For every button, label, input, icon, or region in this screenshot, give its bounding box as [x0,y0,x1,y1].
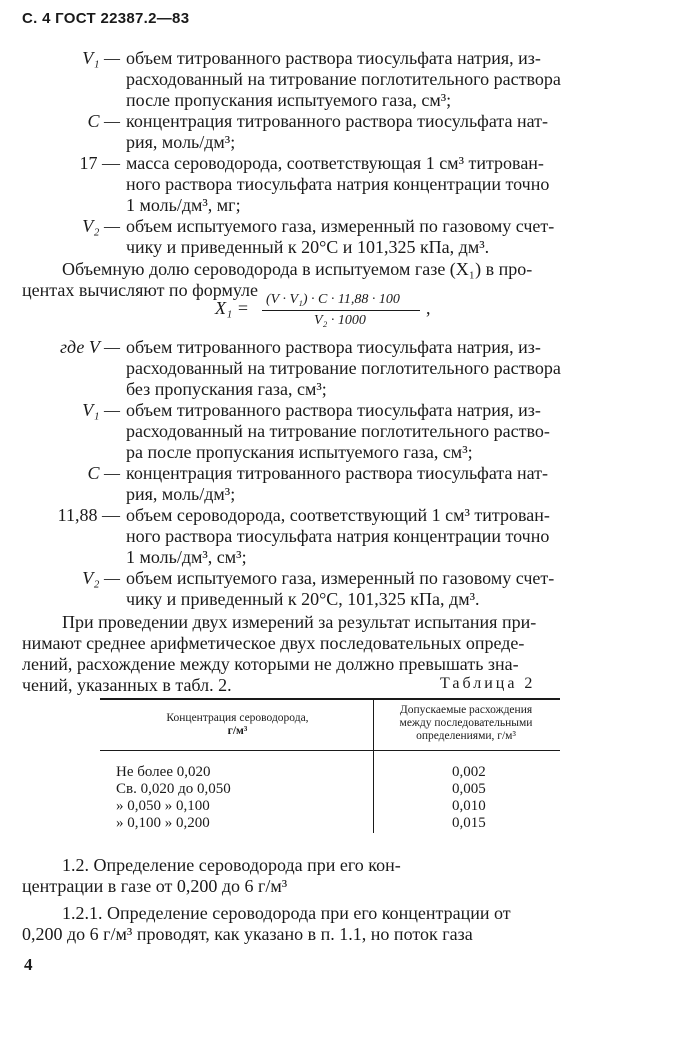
def-line: объем испытуемого газа, измеренный по газовому счет- [126,568,555,588]
paragraph-line: центах вычисляют по формуле [22,280,259,300]
def-line: без пропускания газа, см³; [126,379,327,399]
def-line: концентрация титрованного раствора тиосульфата нат- [126,111,548,131]
paragraph-line: Объемную долю сероводорода в испытуемом газе (X₁) в про- [62,259,533,279]
page-header: С. 4 ГОСТ 22387.2—83 [22,10,190,27]
def-line: ного раствора тиосульфата натрия концентрации точно [126,526,550,546]
def-line: объем титрованного раствора тиосульфата натрия, из- [126,48,541,68]
table-cell-concentration: Св. 0,020 до 0,050 [116,781,231,797]
symbol-17: 17 — [79,153,120,173]
table-header-rule [100,750,560,751]
def-line: расходованный на титрование поглотительного раство- [126,421,550,441]
table-cell-concentration: » 0,050 » 0,100 [116,798,210,814]
table-top-rule [100,698,560,700]
table-cell-tolerance: 0,005 [452,781,486,797]
def-line: ного раствора тиосульфата натрия концентрации точно [126,174,550,194]
table-caption: Таблица 2 [440,675,536,692]
def-line: расходованный на титрование поглотительного раствора [126,69,561,89]
def-line: расходованный на титрование поглотительного раствора [126,358,561,378]
def-line: объем титрованного раствора тиосульфата натрия, из- [126,337,541,357]
symbol-v: где V — [59,337,120,357]
symbol-c: C — [87,463,120,483]
def-line: объем титрованного раствора тиосульфата натрия, из- [126,400,541,420]
def-line: объем испытуемого газа, измеренный по газовому счет- [126,216,555,236]
section-title: 1.2. Определение сероводорода при его кон- [62,855,401,875]
def-line: концентрация титрованного раствора тиосульфата нат- [126,463,548,483]
def-line: 1 моль/дм³, см³; [126,547,247,567]
formula-lhs: X₁ = [215,298,249,318]
symbol-v2: V₂ — [82,216,120,236]
formula-numerator: (V · V₁) · C · 11,88 · 100 [266,292,400,307]
symbol-v2: V₂ — [82,568,120,588]
table-header-concentration: Концентрация сероводорода, г/м³ [166,712,309,737]
table-cell-concentration: » 0,100 » 0,200 [116,815,210,831]
def-line: ра после пропускания испытуемого газа, см³; [126,442,473,462]
def-line: 1 моль/дм³, мг; [126,195,241,215]
table-cell-tolerance: 0,015 [452,815,486,831]
symbol-c: C — [87,111,120,131]
def-line: после пропускания испытуемого газа, см³; [126,90,452,110]
formula-denominator: V₂ · 1000 [314,313,366,328]
paragraph-line: 1.2.1. Определение сероводорода при его концентрации от [62,903,511,923]
section-title: центрации в газе от 0,200 до 6 г/м³ [22,876,288,896]
paragraph-line: нимают среднее арифметическое двух последовательных опреде- [22,633,525,653]
symbol-11-88: 11,88 — [57,505,120,525]
paragraph-line: 0,200 до 6 г/м³ проводят, как указано в п. 1.1, но поток газа [22,924,473,944]
paragraph-line: лений, расхождение между которыми не должно превышать зна- [22,654,519,674]
table-cell-concentration: Не более 0,020 [116,764,211,780]
page-number: 4 [24,955,33,974]
table-header-tolerance: Допускаемые расхождения между последовательными определениями, г/м³ [399,704,533,742]
paragraph-line: При проведении двух измерений за результат испытания при- [62,612,537,632]
def-line: объем сероводорода, соответствующий 1 см³ титрован- [126,505,550,525]
symbol-v1: V₁ — [82,400,120,420]
table-column-divider [373,700,374,833]
def-line: масса сероводорода, соответствующая 1 см³ титрован- [126,153,544,173]
def-line: рия, моль/дм³; [126,132,236,152]
def-line: чику и приведенный к 20°С и 101,325 кПа, дм³. [126,237,490,257]
table-cell-tolerance: 0,010 [452,798,486,814]
formula-tail: , [426,298,431,318]
table-cell-tolerance: 0,002 [452,764,486,780]
paragraph-line: чений, указанных в табл. 2. [22,675,232,695]
def-line: рия, моль/дм³; [126,484,236,504]
def-line: чику и приведенный к 20°С, 101,325 кПа, дм³. [126,589,480,609]
fraction-bar [262,310,420,311]
symbol-v1: V₁ — [82,48,120,68]
